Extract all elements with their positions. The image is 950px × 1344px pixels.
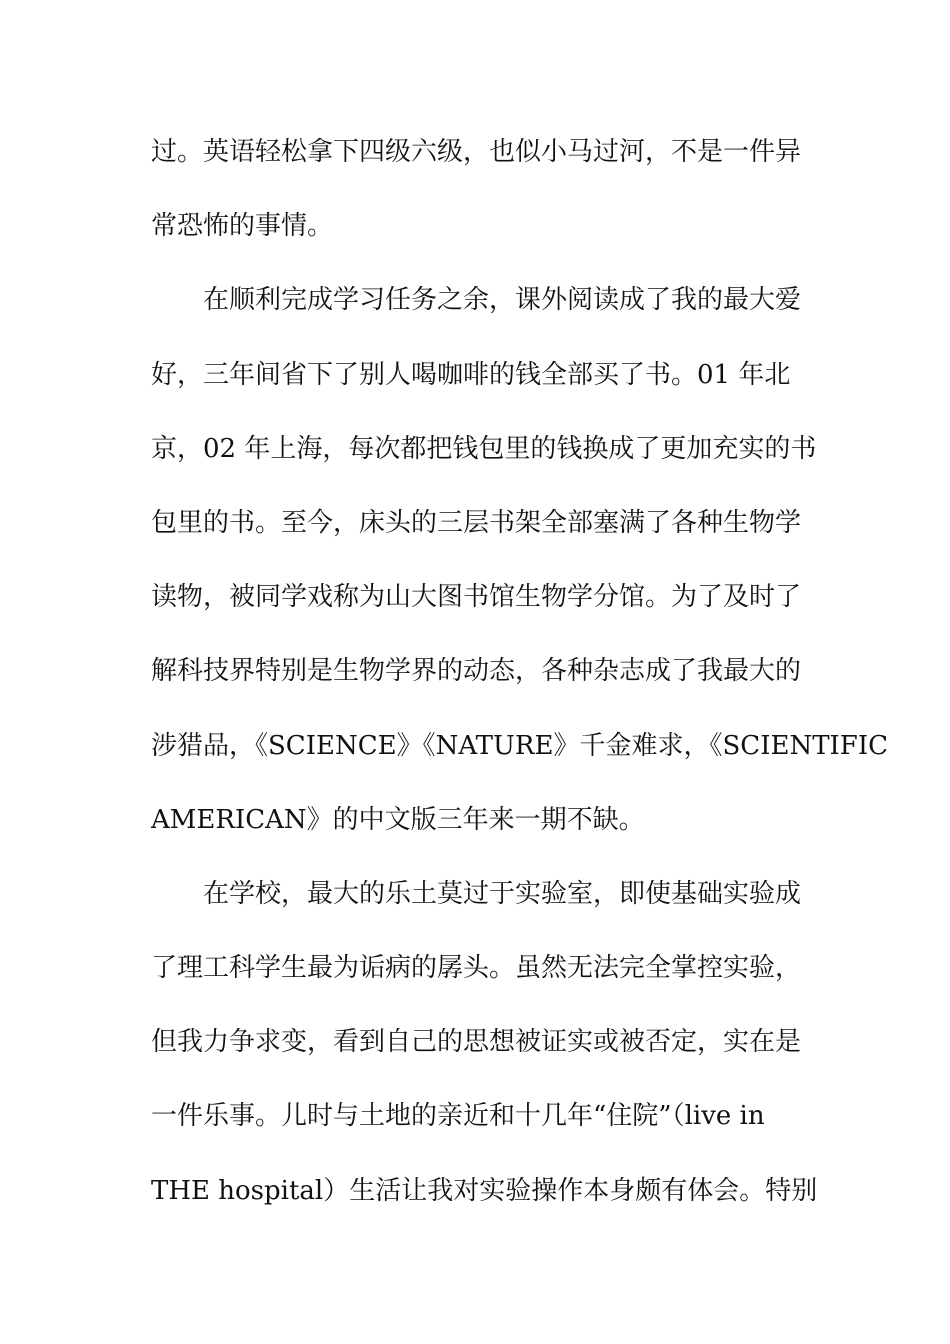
paragraph-start-line-11: 在学校，最大的乐土莫过于实验室，即使基础实验成	[203, 878, 802, 909]
text-line-5: 京，02 年上海，每次都把钱包里的钱换成了更加充实的书	[151, 433, 817, 464]
text-line-6: 包里的书。至今，床头的三层书架全部塞满了各种生物学	[151, 507, 802, 538]
text-line-9: 涉猎品，《SCIENCE》《NATURE》千金难求，《SCIENTIFIC	[151, 730, 889, 761]
text-line-2: 常恐怖的事情。	[151, 211, 334, 242]
text-line-15: THE hospital）生活让我对实验操作本身颇有体会。特别	[151, 1175, 818, 1206]
text-line-13: 但我力争求变，看到自己的思想被证实或被否定，实在是	[151, 1027, 802, 1058]
text-line-12: 了理工科学生最为诟病的孱头。虽然无法完全掌控实验，	[151, 953, 802, 984]
text-line-1: 过。英语轻松拿下四级六级，也似小马过河，不是一件异	[151, 137, 802, 167]
body-text	[151, 130, 889, 1243]
text-line-14: 一件乐事。儿时与土地的亲近和十几年“住院”（live in	[151, 1101, 765, 1132]
text-line-4: 好，三年间省下了别人喝咖啡的钱全部买了书。01 年北	[151, 359, 791, 390]
text-line-10: AMERICAN》的中文版三年来一期不缺。	[151, 804, 645, 835]
text-line-7: 读物，被同学戏称为山大图书馆生物学分馆。为了及时了	[151, 582, 802, 613]
text-line-8: 解科技界特别是生物学界的动态，各种杂志成了我最大的	[151, 656, 802, 687]
paragraph-start-line-3: 在顺利完成学习任务之余，课外阅读成了我的最大爱	[203, 285, 802, 316]
